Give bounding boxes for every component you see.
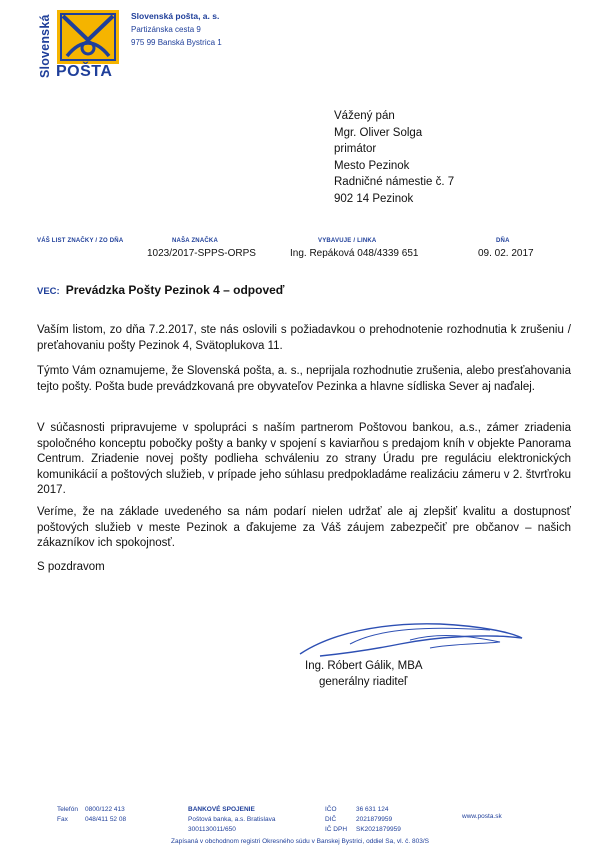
posthorn-logo-icon — [57, 10, 119, 64]
footer-website-link[interactable]: www.posta.sk — [462, 813, 502, 820]
footer-tax-values: 36 631 124 2021879959 SK2021879959 — [356, 806, 401, 833]
recipient-address — [334, 108, 454, 207]
subject-text: Prevádzka Pošty Pezinok 4 – odpoveď — [65, 283, 285, 297]
our-ref-value: 1023/2017-SPPS-ORPS — [147, 248, 256, 259]
signatory-title: generálny riaditeľ — [319, 676, 408, 688]
recipient-city: 902 14 Pezinok — [334, 192, 414, 205]
body-paragraph-4: Veríme, že na základe uvedeného sa nám podarí nielen udržať ale aj zlepšiť kvalitu a dostupnosť poštových služieb v meste Pezinok a ďakujeme za Váš záujem zabezpečiť pre občanov – našich zákazníkov ich spokojnosť. — [37, 506, 571, 549]
our-ref-label: NAŠA ZNAČKA — [172, 238, 218, 244]
body-paragraph-1: Vaším listom, zo dňa 7.2.2017, ste nás oslovili s požiadavkou o prehodnotenie rozhodnutia k zrušeniu / preťahovaniu pošty Pezinok 4, Svätoplukova 11. — [37, 324, 571, 352]
sender-city: 975 99 Banská Bystrica 1 — [131, 38, 222, 47]
logo-vertical-text: Slovenská — [38, 14, 52, 78]
your-ref-label: VÁŠ LIST ZNAČKY / ZO DŇA — [37, 238, 124, 244]
footer-phone-labels: Telefón Fax — [57, 806, 78, 823]
body-paragraph-2: Týmto Vám oznamujeme, že Slovenská pošta, a. s., neprijala rozhodnutie zrušenia, alebo presťahovania tejto pošty. Pošta bude prevádzkovaná pre obyvateľov Pezinka a hlavne sídliska Sever aj naďalej. — [37, 365, 571, 393]
signature-scribble-icon — [290, 614, 530, 664]
recipient-office: Mesto Pezinok — [334, 159, 410, 172]
sender-street: Partizánska cesta 9 — [131, 25, 201, 34]
handled-by-value: Ing. Repáková 048/4339 651 — [290, 248, 419, 259]
footer-phone-values: 0800/122 413 048/411 52 08 — [85, 806, 127, 823]
logo-word: POŠTA — [56, 63, 113, 80]
footer-tax-labels: IČO DIČ IČ DPH — [325, 806, 348, 833]
recipient-street: Radničné námestie č. 7 — [334, 176, 455, 188]
closing-greeting: S pozdravom — [37, 561, 105, 573]
recipient-salutation: Vážený pán — [334, 110, 395, 122]
subject-line — [37, 283, 284, 297]
body-paragraph-3: V súčasnosti pripravujeme v spolupráci s naším partnerom Poštovou bankou, a.s., zámer zriadenia spoločného konceptu pobočky pošty a banky v spojení s kaviarňou s predajom kníh v objekte Panorama Centrum. Zriadenie novej pošty podlieha schváleniu zo strany Úradu pre reguláciu elektronických komunikácií a poštových služieb, v prípade jeho súhlasu predpokladáme realizáciu zámeru v 2. štvrťroku 2017. — [37, 422, 571, 496]
signatory-name: Ing. Róbert Gálik, MBA — [305, 660, 423, 672]
recipient-position: primátor — [334, 143, 377, 155]
footer-bank: BANKOVÉ SPOJENIE Poštová banka, a.s. Bratislava 3001130011/650 — [188, 806, 276, 833]
date-value: 09. 02. 2017 — [478, 248, 534, 259]
recipient-name: Mgr. Oliver Solga — [334, 126, 423, 139]
date-label: DŇA — [496, 238, 510, 244]
subject-label: VEC: — [37, 286, 60, 297]
sender-address — [131, 10, 222, 49]
signature-block — [305, 658, 423, 690]
sender-company: Slovenská pošta, a. s. — [131, 11, 220, 21]
handled-by-label: VYBAVUJE / LINKA — [318, 238, 377, 244]
footer-registration: Zapísaná v obchodnom registri Okresného súdu v Banskej Bystrici, oddiel Sa, vl. č. 803/S — [171, 838, 429, 845]
